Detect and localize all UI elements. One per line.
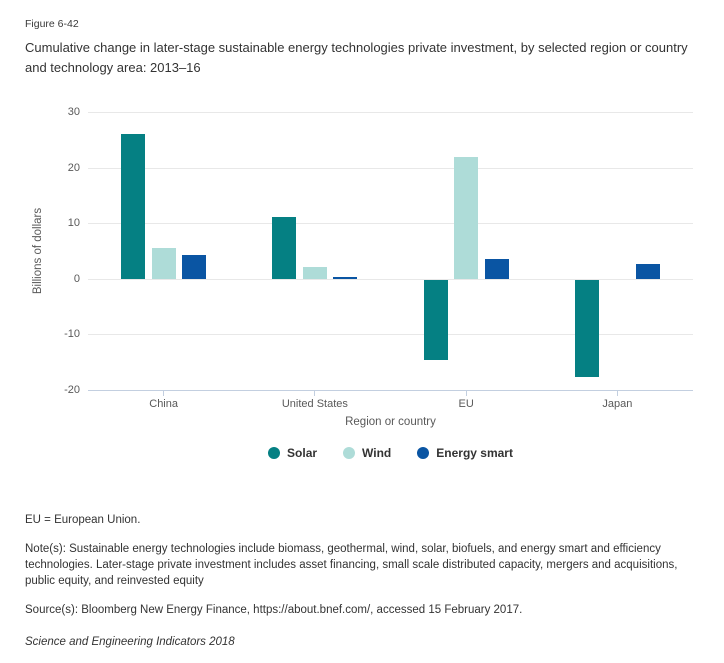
legend-label-wind: Wind <box>362 446 392 460</box>
footnote-credit: Science and Engineering Indicators 2018 <box>25 635 235 648</box>
legend-item-solar <box>268 446 317 460</box>
legend-swatch-solar-icon <box>268 447 280 459</box>
y-tick-label--20: -20 <box>64 384 80 396</box>
y-tick-label-30: 30 <box>67 106 80 118</box>
bar-wind-united-states <box>303 267 327 279</box>
footnote-source: Source(s): Bloomberg New Energy Finance, https://about.bnef.com/, accessed 15 February 2017. <box>25 603 523 616</box>
legend-label-energy-smart: Energy smart <box>436 446 513 460</box>
bar-wind-eu <box>454 157 478 279</box>
x-tick-label-china: China <box>149 398 178 410</box>
x-axis-title: Region or country <box>345 416 436 428</box>
gridline-y10 <box>88 223 693 224</box>
x-tick-japan <box>617 390 618 396</box>
gridline-y0 <box>88 279 693 280</box>
bar-energy-smart-eu <box>485 259 509 278</box>
y-tick-label-10: 10 <box>67 217 80 230</box>
legend-label-solar: Solar <box>287 446 318 460</box>
footnote-notes: Note(s): Sustainable energy technologies include biomass, geothermal, wind, solar, biofuels, and energy smart and efficiency technologies. Later-stage private investment includes asset financing, small scale distributed capacity, mergers and acquisitions, public equity, and reinvested equity <box>25 542 678 587</box>
bar-energy-smart-china <box>182 255 206 278</box>
bar-solar-eu <box>424 280 448 361</box>
bar-solar-japan <box>575 280 599 377</box>
figure-number: Figure 6-42 <box>25 18 79 30</box>
figure-title: Cumulative change in later-stage sustainable energy technologies private investment, by selected region or country and technology area: 2013–16 <box>25 40 688 75</box>
legend-swatch-energy-smart-icon <box>417 447 429 459</box>
bar-energy-smart-japan <box>636 264 660 278</box>
x-tick-label-united-states: United States <box>281 398 348 410</box>
y-tick-label-20: 20 <box>67 161 80 174</box>
x-tick-united-states <box>314 390 315 396</box>
x-axis-line <box>88 390 693 391</box>
bar-solar-china <box>121 134 145 279</box>
bar-solar-united-states <box>272 217 296 279</box>
footnote-eu-definition: EU = European Union. <box>25 513 141 526</box>
x-tick-eu <box>466 390 467 396</box>
chart-legend <box>88 445 693 461</box>
legend-swatch-wind-icon <box>343 447 355 459</box>
bar-energy-smart-united-states <box>333 277 357 279</box>
bar-wind-china <box>152 248 176 279</box>
legend-item-energy-smart <box>417 446 513 460</box>
y-tick-label--10: -10 <box>64 328 80 341</box>
x-tick-label-japan: Japan <box>602 398 633 410</box>
x-tick-label-eu: EU <box>458 398 474 410</box>
y-tick-label-0: 0 <box>73 272 80 285</box>
x-tick-china <box>163 390 164 396</box>
gridline-y20 <box>88 168 693 169</box>
gridline-y-10 <box>88 334 693 335</box>
gridline-y30 <box>88 112 693 113</box>
legend-item-wind <box>343 446 391 460</box>
y-axis-title: Billions of dollars <box>32 207 44 295</box>
